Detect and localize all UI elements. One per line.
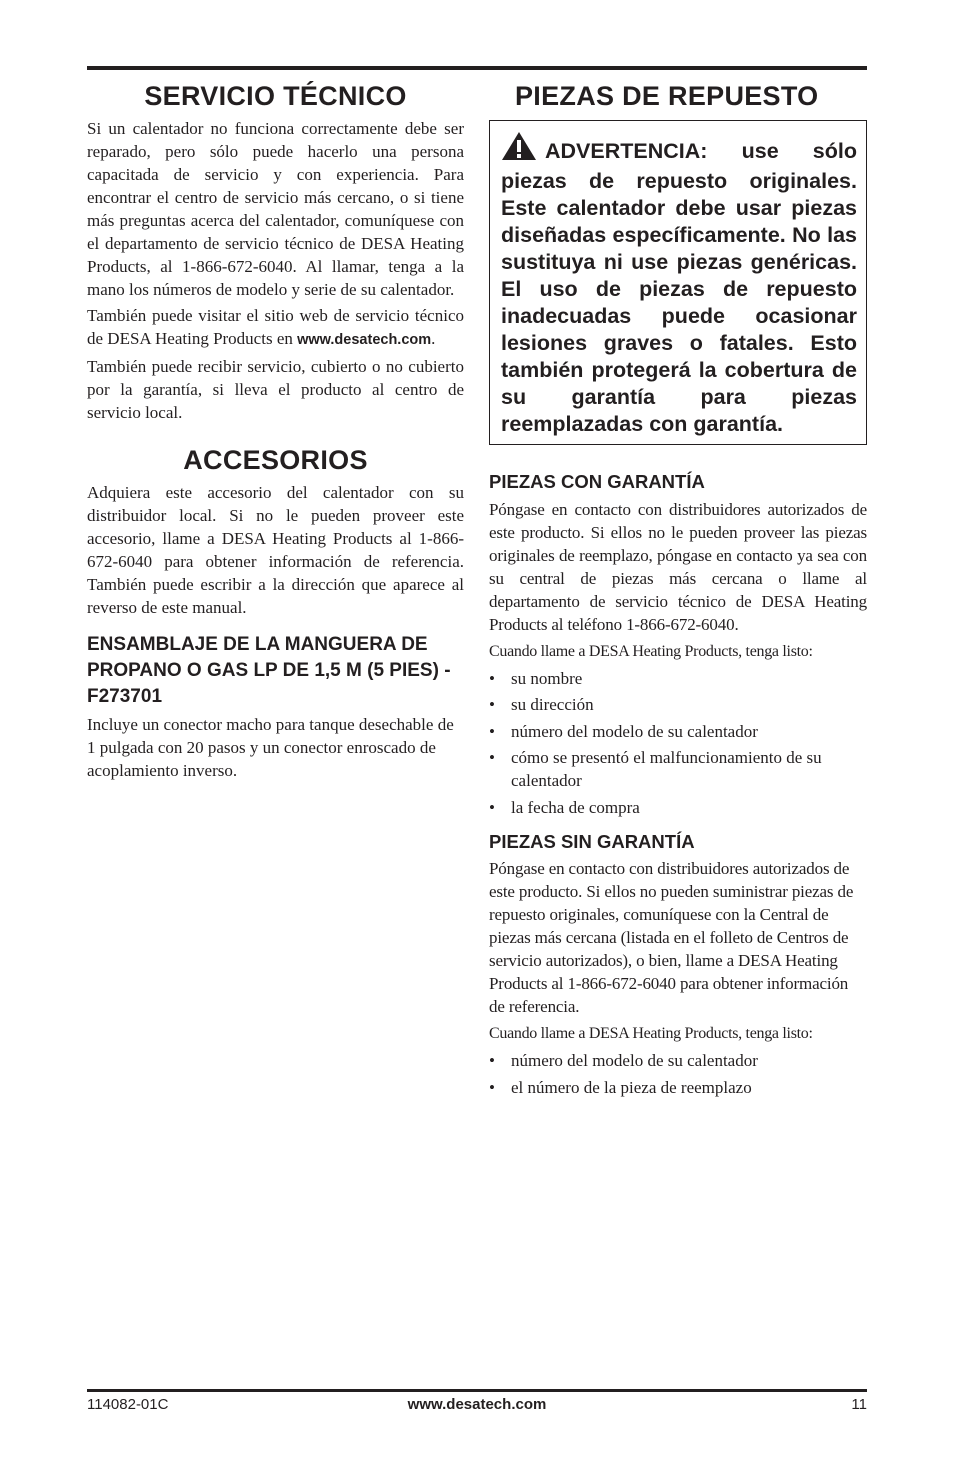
- servicio-tecnico-heading: SERVICIO TÉCNICO: [144, 81, 407, 111]
- footer-page-number: 11: [851, 1396, 867, 1413]
- list-item-text: su nombre: [511, 668, 583, 688]
- warning-box: [489, 120, 867, 445]
- bullet: •: [489, 668, 495, 688]
- top-rule: [87, 66, 867, 70]
- con-garantia-paragraph: Póngase en contacto con distribuidores autorizados de este producto. Si ellos no le pueden proveer las piezas originales de reemplazo, póngase en contacto ya sea con su central de piezas más cercana o llame al departamento de servicio técnico de DESA Heating Products al teléfono 1-866-672-6040.: [489, 499, 867, 634]
- sin-garantia-tenga-listo: Cuando llame a DESA Heating Products, tenga listo:: [489, 1025, 813, 1042]
- list-item: [489, 720, 867, 743]
- list-item-text: su dirección: [511, 695, 594, 714]
- left-column: [87, 80, 464, 782]
- list-item-text: número del modelo de su calentador: [511, 721, 758, 741]
- servicio-website-link[interactable]: www.desatech.com: [297, 332, 432, 348]
- bullet: •: [489, 1077, 495, 1097]
- list-item: [489, 746, 867, 792]
- list-item: [489, 796, 867, 819]
- ensamblaje-heading: ENSAMBLAJE DE LA MANGUERA DE PROPANO O GAS LP DE 1,5 M (5 PIES) - F273701: [87, 634, 451, 707]
- accesorios-heading: ACCESORIOS: [183, 445, 368, 475]
- ensamblaje-paragraph: Incluye un conector macho para tanque desechable de 1 pulgada con 20 pasos y un conector enroscado de acoplamiento inverso.: [87, 715, 454, 780]
- bullet: •: [489, 748, 495, 767]
- servicio-paragraph-1: Si un calentador no funciona correctamente debe ser reparado, pero sólo puede hacerlo una persona capacitada de servicio y con experiencia. Para encontrar el centro de servicio más cercano, o si tiene más preguntas acerca del calentador, comuníquese con el departamento de servicio técnico de DESA Heating Products, al 1-866-672-6040. Al llamar, tenga a la mano los números de modelo y serie de su calentador.: [87, 119, 464, 299]
- list-item: [489, 667, 867, 690]
- warning-paragraph: [501, 131, 857, 438]
- footer-website[interactable]: www.desatech.com: [407, 1396, 547, 1413]
- bullet: •: [489, 797, 495, 817]
- list-item-text: el número de la pieza de reemplazo: [511, 1077, 752, 1097]
- piezas-sin-garantia-heading: PIEZAS SIN GARANTÍA: [489, 830, 695, 852]
- list-item: [489, 693, 867, 716]
- bullet: •: [489, 721, 495, 741]
- con-garantia-list: [489, 667, 867, 819]
- bullet: •: [489, 1051, 495, 1070]
- warning-triangle-icon: [501, 131, 537, 168]
- piezas-con-garantia-heading: PIEZAS CON GARANTÍA: [489, 471, 705, 492]
- sin-garantia-list: [489, 1049, 867, 1099]
- bullet: •: [489, 695, 495, 714]
- list-item: [489, 1049, 867, 1072]
- servicio-paragraph-2: También puede visitar el sitio web de servicio técnico de DESA Heating Products en www.desatech.com.: [87, 306, 464, 348]
- piezas-de-repuesto-heading: PIEZAS DE REPUESTO: [515, 81, 819, 111]
- list-item-text: la fecha de compra: [511, 797, 640, 817]
- accesorios-paragraph: Adquiera este accesorio del calentador con su distribuidor local. Si no le pueden proveer este accesorio, llame a DESA Heating Products al 1-866-672-6040 para obtener información de referencia. También puede escribir a la dirección que aparece al reverso de este manual.: [87, 483, 464, 617]
- footer-doc-number: 114082-01C: [87, 1396, 169, 1413]
- list-item-text: número del modelo de su calentador: [511, 1051, 758, 1070]
- list-item-text: cómo se presentó el malfuncionamiento de su calentador: [511, 748, 822, 790]
- bottom-rule: [87, 1389, 867, 1392]
- con-garantia-tenga-listo: Cuando llame a DESA Heating Products, tenga listo:: [489, 642, 813, 660]
- warning-text: ADVERTENCIA: use sólo piezas de repuesto originales. Este calentador debe usar piezas diseñadas específicamente. No las sustituya ni use piezas genéricas. El uso de piezas de repuesto inadecuadas puede ocasionar lesiones graves o fatales. Esto también protegerá la cobertura de su garantía para piezas reemplazadas con garantía.: [501, 139, 857, 436]
- list-item: [489, 1076, 867, 1099]
- servicio-paragraph-3: También puede recibir servicio, cubierto o no cubierto por la garantía, si lleva el producto al centro de servicio local.: [87, 357, 464, 422]
- right-column: [489, 80, 867, 1102]
- servicio-paragraph-2-text: También puede visitar el sitio web de servicio técnico de DESA Heating Products en: [87, 306, 464, 348]
- sin-garantia-paragraph: Póngase en contacto con distribuidores autorizados de este producto. Si ellos no pueden suministrar piezas de repuesto originales, comuníquese con la Central de piezas más cercana (listada en el folleto de Centros de servicio autorizados), o bien, llame a DESA Heating Products al 1-866-672-6040 para obtener información de referencia.: [489, 859, 854, 1016]
